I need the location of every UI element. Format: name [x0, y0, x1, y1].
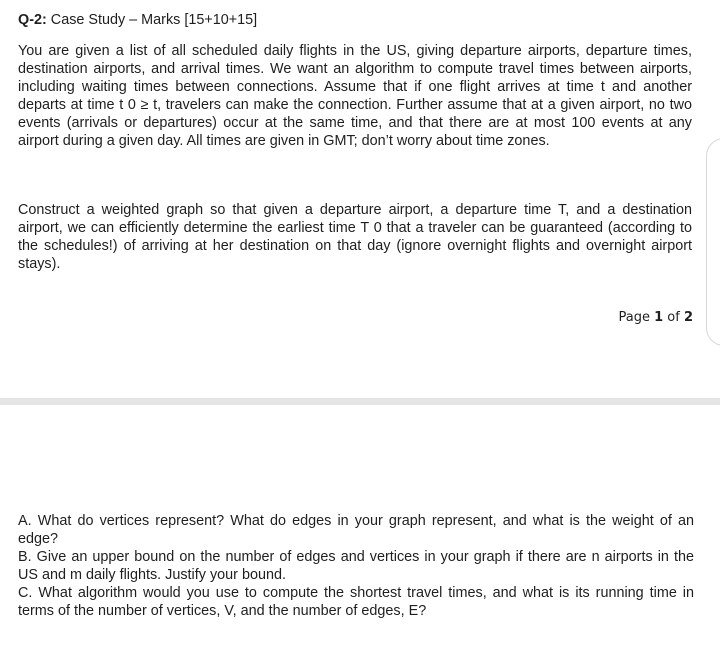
page-separator [0, 398, 720, 405]
question-b: B. Give an upper bound on the number of edges and vertices in your graph if there are n airports in the US and m daily flights. Justify your bound. [18, 549, 694, 583]
case-study-paragraph-2: Construct a weighted graph so that given a departure airport, a departure time T, and a destination airport, we can efficiently determine the earliest time T 0 that a traveler can be guaranteed (according to the schedules!) of arriving at her destination on that day (ignore overnight flights and overnight airport stays). [18, 202, 692, 272]
current-page-number: 1 [654, 310, 664, 325]
question-a: A. What do vertices represent? What do edges in your graph represent, and what is the weight of an edge? [18, 513, 694, 547]
question-c: C. What algorithm would you use to compute the shortest travel times, and what is its running time in terms of the number of vertices, V, and the number of edges, E? [18, 585, 694, 619]
question-list [18, 512, 694, 620]
question-title: Case Study – Marks [15+10+15] [46, 12, 258, 28]
page-number-prefix: Page [618, 310, 655, 325]
document-page-2 [0, 405, 720, 646]
total-page-count: 2 [683, 310, 693, 325]
page-number [619, 310, 694, 326]
side-scroll-tab[interactable] [706, 138, 720, 346]
question-heading [18, 11, 257, 29]
page-number-middle: of [663, 310, 684, 325]
case-study-paragraph-1: You are given a list of all scheduled daily flights in the US, giving departure airports, departure times, destination airports, and arrival times. We want an algorithm to compute travel times between airports, including waiting times between connections. Assume that if one flight arrives at time t and another departs at time t 0 ≥ t, travelers can make the connection. Further assume that at a given airport, no two events (arrivals or departures) occur at the same time, and that there are at most 100 events at any airport during a given day. All times are given in GMT; don’t worry about time zones. [18, 43, 692, 149]
question-number: Q-2: [18, 12, 47, 28]
